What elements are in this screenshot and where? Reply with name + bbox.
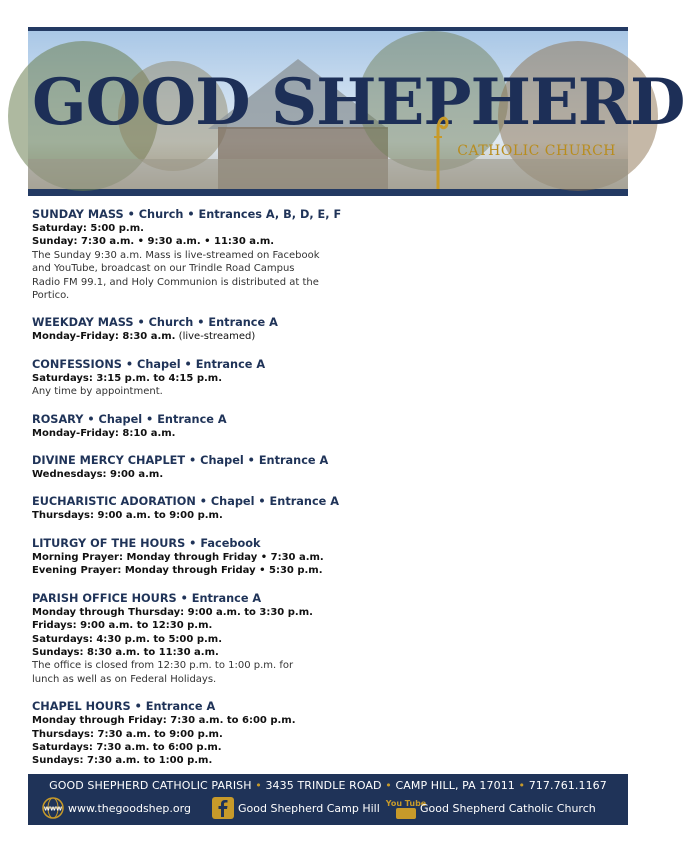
facebook-link[interactable]: [212, 797, 380, 819]
section-title: DIVINE MERCY CHAPLET • Chapel • Entrance A: [32, 454, 329, 468]
schedule-section: [32, 453, 329, 481]
schedule-line: [32, 741, 322, 754]
schedule-line: [32, 646, 322, 659]
section-title: EUCHARISTIC ADORATION • Chapel • Entrance A: [32, 495, 339, 509]
schedule-time: Saturdays: 7:30 a.m. to 6:00 p.m.: [32, 741, 222, 753]
parish-city: CAMP HILL, PA 17011: [395, 779, 515, 792]
crozier-icon: [427, 107, 449, 189]
website-text[interactable]: www.thegoodshep.org: [68, 801, 191, 815]
schedule-line: [32, 564, 322, 577]
section-title: CONFESSIONS • Chapel • Entrance A: [32, 357, 266, 371]
facebook-icon: [212, 797, 234, 819]
schedule-remark: (live-streamed): [175, 331, 256, 343]
schedule-section: [32, 591, 322, 686]
schedule-line: [32, 633, 322, 646]
schedule-section: [32, 536, 322, 578]
globe-icon: [42, 797, 64, 819]
schedule-section: [32, 315, 322, 343]
schedule-line: [32, 619, 322, 632]
separator: •: [385, 779, 392, 792]
website-link[interactable]: [42, 797, 191, 819]
separator: •: [518, 779, 526, 792]
schedule-time: Evening Prayer: Monday through Friday • 5:30 p.m.: [32, 565, 323, 577]
schedule-list: [32, 207, 342, 781]
schedule-time: Thursdays: 7:30 a.m. to 9:00 p.m.: [32, 728, 223, 740]
section-title: LITURGY OF THE HOURS • Facebook: [32, 536, 261, 550]
schedule-line: [32, 330, 322, 343]
schedule-time: Morning Prayer: Monday through Friday • 7:30 a.m.: [32, 551, 324, 563]
schedule-line: [32, 427, 322, 440]
schedule-time: Sundays: 7:30 a.m. to 1:00 p.m.: [32, 755, 213, 767]
footer-links: [40, 797, 630, 819]
section-title: WEEKDAY MASS • Church • Entrance A: [32, 316, 278, 330]
schedule-time: Monday-Friday: 8:30 a.m.: [32, 331, 176, 343]
section-title: PARISH OFFICE HOURS • Entrance A: [32, 591, 262, 605]
section-note: The Sunday 9:30 a.m. Mass is live-streamed on Facebook and YouTube, broadcast on our Trindle Road Campus Radio FM 99.1, and Holy Communion is distributed at the Portico.: [32, 249, 320, 302]
schedule-time: Saturdays: 3:15 p.m. to 4:15 p.m.: [32, 372, 223, 384]
facebook-text[interactable]: Good Shepherd Camp Hill: [238, 801, 380, 815]
youtube-text[interactable]: Good Shepherd Catholic Church: [420, 801, 596, 815]
schedule-time: Monday-Friday: 8:10 a.m.: [32, 427, 176, 439]
globe-icon-label: WWW: [43, 806, 63, 813]
schedule-section: [32, 494, 339, 522]
schedule-line: [32, 372, 322, 385]
schedule-time: Saturdays: 4:30 p.m. to 5:00 p.m.: [32, 633, 223, 645]
schedule-time: Thursdays: 9:00 a.m. to 9:00 p.m.: [32, 510, 223, 522]
schedule-time: Sundays: 8:30 a.m. to 11:30 a.m.: [32, 646, 219, 658]
youtube-link[interactable]: [385, 797, 596, 819]
header-banner: [28, 27, 684, 196]
schedule-line: [32, 728, 322, 741]
footer-bar: [28, 774, 628, 825]
youtube-icon-label: You Tube: [385, 799, 427, 808]
schedule-line: [32, 714, 322, 727]
separator: •: [255, 779, 262, 792]
schedule-section: [32, 357, 322, 399]
section-note: Any time by appointment.: [32, 386, 163, 398]
logo-text: GOOD SHEPHERD: [32, 65, 684, 140]
schedule-line: [32, 222, 322, 235]
parish-phone: 717.761.1167: [528, 779, 607, 792]
schedule-section: [32, 412, 322, 440]
youtube-icon: [385, 797, 427, 819]
schedule-line: [32, 754, 322, 767]
logo-subtitle: CATHOLIC CHURCH: [457, 143, 616, 159]
section-note: The office is closed from 12:30 p.m. to 1:00 p.m. for lunch as well as on Federal Holidays.: [32, 660, 294, 685]
parish-address: 3435 TRINDLE ROAD: [265, 779, 382, 792]
schedule-line: [32, 468, 322, 481]
schedule-section: [32, 207, 342, 302]
section-title: CHAPEL HOURS • Entrance A: [32, 700, 216, 714]
schedule-time: Saturday: 5:00 p.m.: [32, 223, 144, 234]
schedule-time: Fridays: 9:00 a.m. to 12:30 p.m.: [32, 620, 213, 632]
schedule-time: Monday through Friday: 7:30 a.m. to 6:00 p.m.: [32, 715, 296, 727]
footer-contact-line: [28, 779, 628, 792]
schedule-time: Sunday: 7:30 a.m. • 9:30 a.m. • 11:30 a.m.: [32, 236, 275, 248]
section-title: SUNDAY MASS • Church • Entrances A, B, D, E, F: [32, 208, 342, 221]
section-title: ROSARY • Chapel • Entrance A: [32, 412, 227, 426]
schedule-section: [32, 699, 322, 768]
schedule-line: [32, 235, 322, 248]
parish-name: GOOD SHEPHERD CATHOLIC PARISH: [49, 779, 252, 792]
schedule-line: [32, 509, 322, 522]
schedule-time: Monday through Thursday: 9:00 a.m. to 3:30 p.m.: [32, 606, 313, 618]
schedule-line: [32, 551, 322, 564]
schedule-line: [32, 606, 322, 619]
schedule-time: Wednesdays: 9:00 a.m.: [32, 469, 164, 481]
